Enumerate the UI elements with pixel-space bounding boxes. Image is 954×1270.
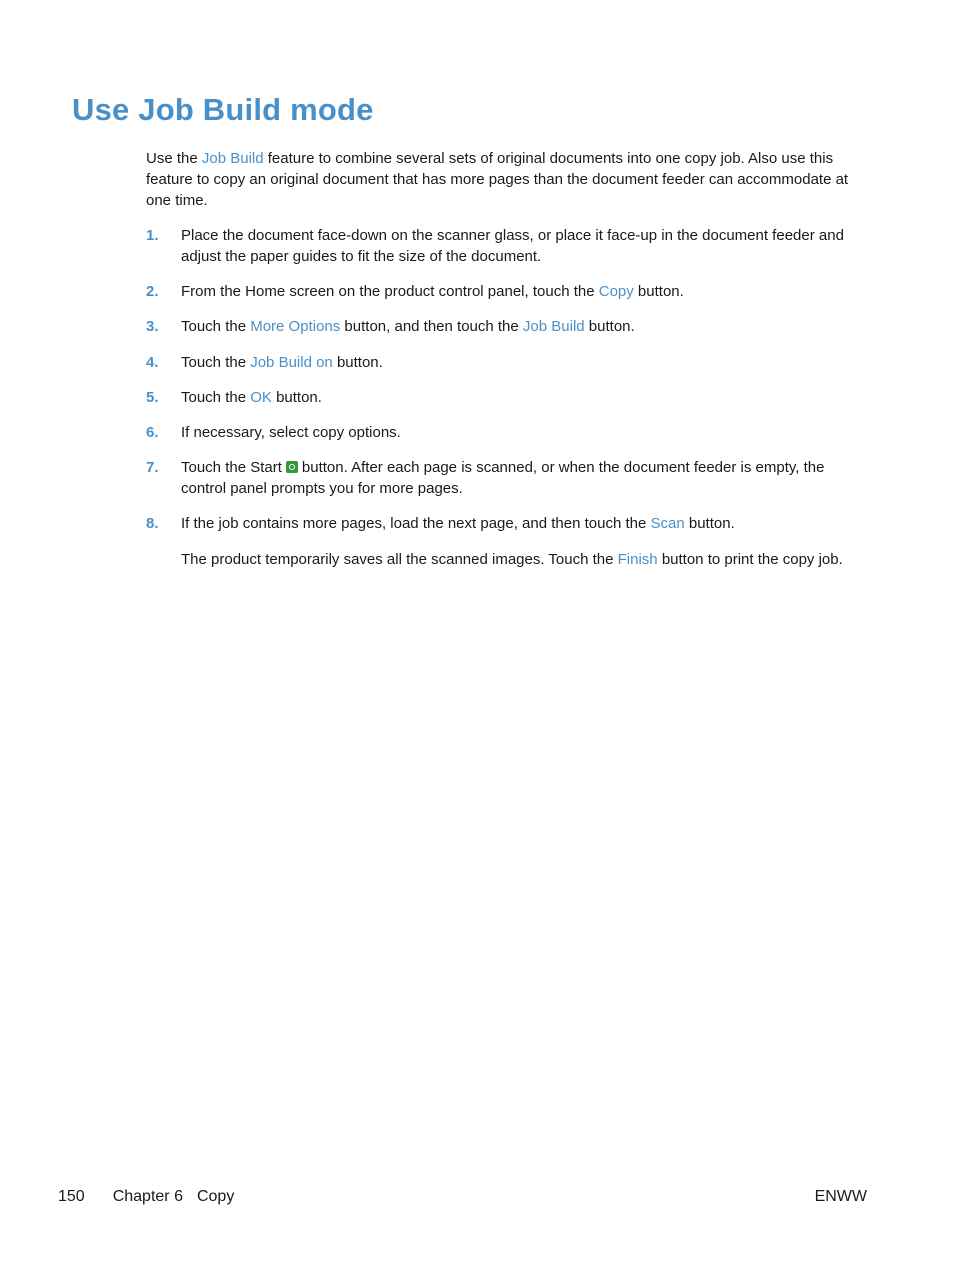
step-number: 3. (146, 318, 159, 335)
step-text: button. (271, 389, 322, 406)
step-text: Touch the (181, 389, 251, 406)
step-text: Touch the (181, 354, 251, 371)
scan-button-ref: Scan (650, 515, 685, 532)
page-footer (58, 1188, 867, 1206)
step-text: If the job contains more pages, load the next page, and then touch the (181, 515, 651, 532)
step-text: button. After each page is scanned, or when the document feeder is empty, the control panel prompts you for more pages. (181, 459, 825, 497)
more-options-button-ref: More Options (250, 318, 341, 335)
step-number: 2. (146, 283, 159, 300)
step-number: 5. (146, 389, 159, 406)
step-number: 8. (146, 515, 159, 532)
copy-button-ref: Copy (598, 283, 634, 300)
locale-code: ENWW (814, 1188, 867, 1205)
page-number: 150 (58, 1188, 85, 1205)
step-text: button. (584, 318, 635, 335)
step-text: button. (332, 354, 383, 371)
step-5 (146, 387, 871, 408)
step-8-note (146, 549, 871, 570)
finish-button-ref: Finish (617, 551, 658, 568)
ok-button-ref: OK (250, 389, 272, 406)
intro-text-1: Use the (146, 150, 202, 167)
step-text: Touch the Start (181, 459, 282, 476)
step-1 (146, 225, 871, 267)
step-6 (146, 422, 871, 443)
step-text: button. (633, 283, 684, 300)
job-build-link: Job Build (201, 150, 264, 167)
step-text: button. (684, 515, 735, 532)
step-7 (146, 457, 871, 499)
job-build-on-button-ref: Job Build on (250, 354, 333, 371)
step-text: If necessary, select copy options. (181, 424, 401, 441)
step-2 (146, 281, 871, 302)
step-number: 4. (146, 354, 159, 371)
chapter-label: Chapter 6 (112, 1188, 183, 1205)
step-number: 6. (146, 424, 159, 441)
note-text: button to print the copy job. (657, 551, 843, 568)
step-number: 7. (146, 459, 159, 476)
intro-paragraph (146, 148, 871, 211)
step-text: Touch the (181, 318, 251, 335)
step-3 (146, 316, 871, 337)
step-text: From the Home screen on the product control panel, touch the (181, 283, 599, 300)
step-4 (146, 352, 871, 373)
note-text: The product temporarily saves all the scanned images. Touch the (181, 551, 618, 568)
step-8 (146, 513, 871, 534)
start-button-icon (286, 461, 298, 473)
intro-text-2: feature to combine several sets of original documents into one copy job. Also use this feature to copy an original document that has more pages than the document feeder can accommodate at one time. (146, 150, 849, 209)
step-text: Place the document face-down on the scanner glass, or place it face-up in the document feeder and adjust the paper guides to fit the size of the document. (181, 227, 844, 265)
section-label: Copy (196, 1188, 235, 1205)
page-title: Use Job Build mode (72, 92, 374, 127)
step-text: button, and then touch the (340, 318, 523, 335)
steps-list (146, 225, 871, 570)
step-number: 1. (146, 227, 159, 244)
job-build-button-ref: Job Build (522, 318, 585, 335)
